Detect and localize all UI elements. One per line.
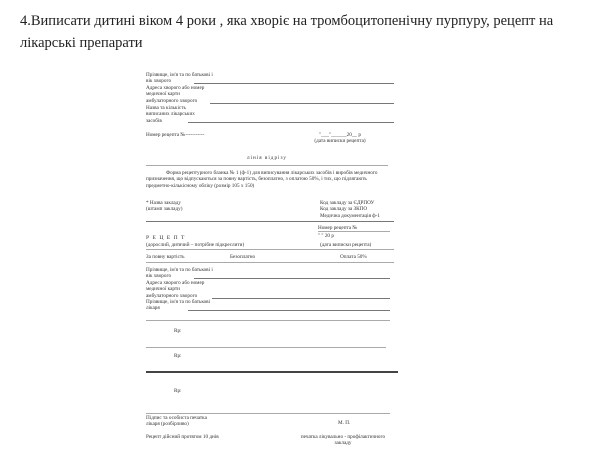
divider-1 [146,221,394,222]
rp-2: Rp: [174,353,182,359]
pay-full: За повну вартість [146,254,185,260]
institution-stamp-label: печатка лікувально - профілактичного закладу [300,434,386,447]
recipe-date-label: (дата виписки рецепта) [320,242,372,248]
divider-2 [146,249,394,250]
institution-codes: Код закладу за ЄДРПОУ Код закладу за ЗКПО Медична документація ф-1 [320,200,380,219]
task-text: 4.Виписати дитині віком 4 роки , яка хворіє на тромбоцитопенічну пурпуру, рецепт на лікарські препарати [20,13,554,51]
rp-1: Rp: [174,328,182,334]
address-line [210,103,394,104]
divider-4 [146,320,390,321]
recipe-number-main: Номер рецепта № [318,225,358,231]
address-label: Адреса хворого або номер медичної карти амбулаторного хворого [146,85,205,104]
institution-label: * Назва закладу (штамп закладу) [146,200,183,213]
cut-line-label: лінія відрізу [246,155,288,161]
divider-3 [146,262,394,263]
drugs-label: Назва та кількість виписаних лікарських засобів [146,105,195,124]
pay-half: Оплата 50% [340,254,367,260]
main-patient-line [194,278,390,279]
recipe-title: Р Е Ц Е П Т [146,235,186,241]
divider-5 [146,347,386,348]
patient-name-line [194,83,394,84]
date-top: "___"______20__ р (дата виписки рецепта) [314,132,366,145]
recipe-date: " " 20 р [318,233,334,239]
drugs-line [188,122,394,123]
rp-3: Rp: [174,388,182,394]
recipe-subtitle: (дорослий, дитячий – потрібне підкреслити) [146,242,245,248]
cut-line [146,165,388,166]
doctor-label: Прізвище, ім'я та по батькові лікаря [146,299,211,312]
main-address-line [212,298,390,299]
main-patient-label: Прізвище, ім'я та по батькові і вік хворого [146,267,213,280]
validity: Рецепт дійсний протягом 10 днів [146,434,219,440]
patient-name-label: Прізвище, ім'я та по батькові і вік хворого [146,72,213,85]
recipe-number-top: Номер рецепта №----------- [146,132,205,138]
recipe-number-line [318,231,390,232]
main-address-label: Адреса хворого або номер медичної карти амбулаторного хворого [146,280,205,299]
pay-free: Безоплатно [230,254,256,260]
divider-6 [146,371,398,373]
stamp-mp: М. П. [338,420,351,426]
form-description: Форма рецептурного бланка № 1 (ф-1) для виписування лікарських засобів і виробів медичного призначення, що відпускаються за повну вартість, безоплатно, з оплатою 50%, і тих, що підлягають предметно-кількісному обліку (розмір 105 х 150) [146,170,378,189]
divider-7 [146,413,390,414]
signature-label: Підпис та особиста печатка лікаря (розбірливо) [146,415,207,428]
doctor-line [188,310,390,311]
prescription-form [140,70,410,452]
